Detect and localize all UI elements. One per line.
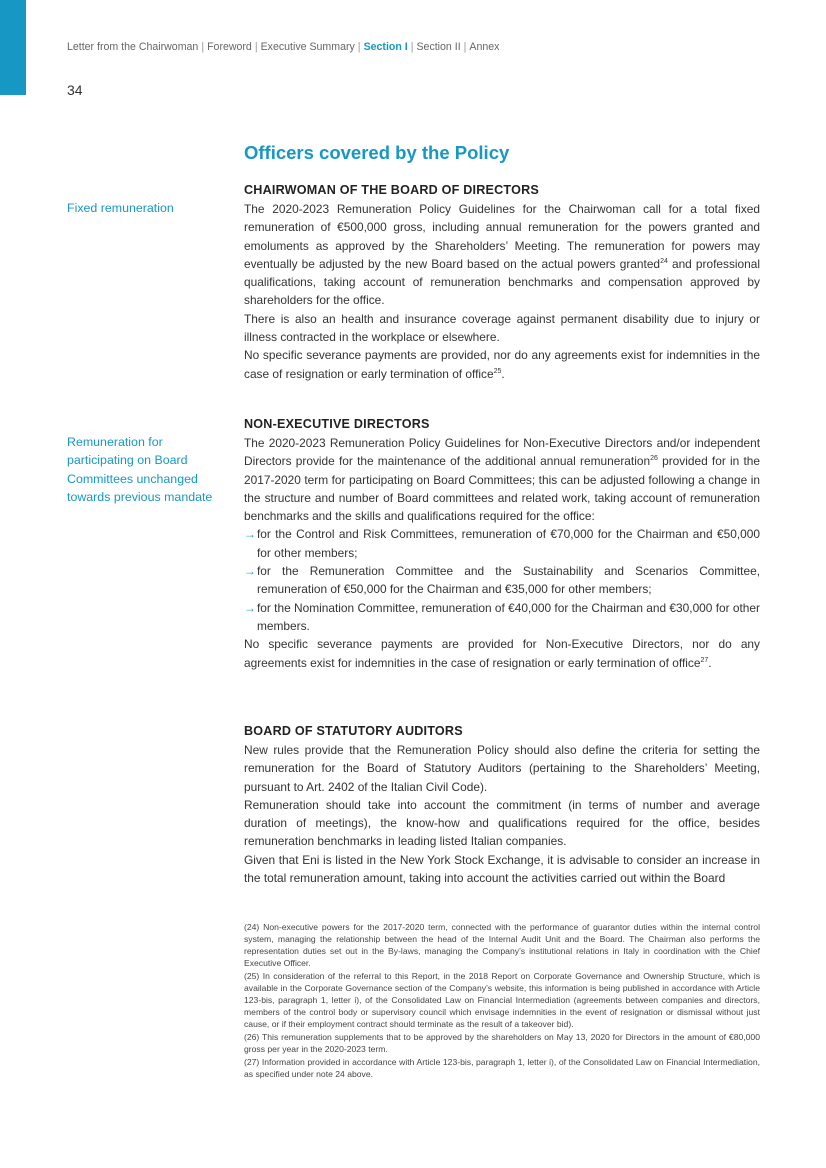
section-tab-marker bbox=[0, 0, 26, 95]
chairwoman-paragraph-2: There is also an health and insurance coverage against permanent disability due to injury or illness contracted in the workplace or elsewhere. bbox=[244, 311, 760, 345]
footnotes bbox=[244, 921, 760, 1081]
chairwoman-paragraph-1: The 2020-2023 Remuneration Policy Guidelines for the Chairwoman call for a total fixed remuneration of €500,000 gross, including annual remuneration for the powers granted and emoluments as approved by the Shareholders’ Meeting. The remuneration for powers may eventually be adjusted by the new Board based on the actual powers granted$^{24}$ and professional qualifications, taking account of remuneration benchmarks and compensation approved by shareholders for the office. bbox=[244, 202, 761, 308]
footnote-ref-24[interactable]: 24 bbox=[660, 257, 668, 265]
nav-letter[interactable]: Letter from the Chairwoman bbox=[67, 41, 199, 53]
footnote-25: (25) In consideration of the referral to this Report, in the 2018 Report on Corporate Governance and Ownership Structure, which is available in the Corporate Governance section of the Company’s website, this information is being published in accordance with Article 123-bis, paragraph 1, letter i), of the Consolidated Law on Financial Intermediation (agreements between companies and directors, members of the control body or supervisory council which envisage indemnities in the event of resignation or dismissal without just cause, or if their employment contract should terminate as the result of a takeover bid). bbox=[244, 971, 760, 1029]
list-item: → for the Control and Risk Committees, remuneration of €70,000 for the Chairman and €50,000 for other members; bbox=[244, 527, 760, 560]
statutory-auditors-paragraph-3: Given that Eni is listed in the New York Stock Exchange, it is advisable to consider an increase in the total remuneration amount, taking into account the activities carried out within the Board bbox=[244, 852, 760, 886]
statutory-auditors-section bbox=[244, 722, 760, 887]
non-executive-paragraph-1: The 2020-2023 Remuneration Policy Guidelines for Non-Executive Directors and/or independent Directors provide for the maintenance of the additional annual remuneration$^{26}$ provided for in the 2017-2020 term for participating on Board Committees; this can be adjusted following a change in the structure and number of Board committees and related work, taking account of remuneration benchmarks and the skills and qualifications required for the office: bbox=[244, 436, 760, 524]
page-number: 34 bbox=[67, 82, 83, 98]
nav-section-2[interactable]: Section II bbox=[416, 41, 461, 53]
nav-foreword[interactable]: Foreword bbox=[207, 41, 252, 53]
footnote-ref-27[interactable]: 27 bbox=[700, 656, 709, 664]
arrow-right-icon: → bbox=[244, 527, 256, 542]
footnote-24: (24) Non-executive powers for the 2017-2020 term, connected with the performance of guarantor duties within the internal control system, managing the relationship between the head of the Internal Audit Unit and the Board. The Chairman also performs the representation duties set out in the By-laws, managing the Company’s institutional relations in Italy in coordination with the Chief Executive Officer. bbox=[244, 922, 760, 968]
nav-annex[interactable]: Annex bbox=[469, 41, 500, 53]
statutory-auditors-paragraph-2: Remuneration should take into account the commitment (in terms of number and average duration of meetings), the know-how and qualifications required for the office, besides remuneration benchmarks in leading listed Italian companies. bbox=[244, 797, 760, 849]
committee-remuneration-list bbox=[244, 525, 760, 635]
footnote-ref-25[interactable]: 25 bbox=[493, 367, 502, 375]
nav-section-1[interactable]: Section I bbox=[363, 41, 408, 53]
side-label-committees: Remuneration for participating on Board Committees unchanged towards previous mandate bbox=[67, 435, 213, 504]
footnote-ref-26[interactable]: 26 bbox=[650, 455, 658, 463]
nav-separator: | bbox=[201, 41, 205, 53]
statutory-auditors-paragraph-1: New rules provide that the Remuneration Policy should also define the criteria for setting the remuneration for the Board of Statutory Auditors (pertaining to the Shareholders’ Meeting, pursuant to Art. 2402 of the Italian Civil Code). bbox=[244, 743, 760, 794]
breadcrumb bbox=[67, 41, 499, 53]
section-title: Officers covered by the Policy bbox=[244, 142, 510, 163]
chairwoman-section bbox=[244, 181, 760, 383]
arrow-right-icon: → bbox=[244, 564, 256, 579]
footnote-27: (27) Information provided in accordance with Article 123-bis, paragraph 1, letter i), of the Consolidated Law on Financial Intermediation, as specified under note 24 above. bbox=[244, 1057, 760, 1079]
non-executive-heading: NON-EXECUTIVE DIRECTORS bbox=[244, 417, 430, 431]
list-item: → for the Nomination Committee, remuneration of €40,000 for the Chairman and €30,000 for other members. bbox=[244, 600, 760, 633]
statutory-auditors-heading: BOARD OF STATUTORY AUDITORS bbox=[244, 724, 463, 738]
chairwoman-paragraph-3: No specific severance payments are provided, nor do any agreements exist for indemnities in the case of resignation or early termination of office$^{25}$. bbox=[244, 348, 760, 381]
non-executive-section bbox=[244, 415, 760, 672]
nav-separator: | bbox=[357, 41, 361, 53]
arrow-right-icon: → bbox=[244, 600, 256, 615]
nav-executive-summary[interactable]: Executive Summary bbox=[260, 41, 355, 53]
side-label-fixed-remuneration: Fixed remuneration bbox=[67, 201, 174, 215]
nav-separator: | bbox=[463, 41, 467, 53]
footnote-26: (26) This remuneration supplements that to be approved by the shareholders on May 13, 2020 for Directors in the amount of €80,000 gross per year in the 2020-2023 term. bbox=[244, 1032, 760, 1054]
list-item: → for the Remuneration Committee and the Sustainability and Scenarios Committee, remuneration of €50,000 for the Chairman and €35,000 for other members; bbox=[244, 564, 760, 597]
nav-separator: | bbox=[410, 41, 414, 53]
chairwoman-heading: CHAIRWOMAN OF THE BOARD OF DIRECTORS bbox=[244, 183, 539, 197]
nav-separator: | bbox=[254, 41, 258, 53]
non-executive-paragraph-2: No specific severance payments are provided for Non-Executive Directors, nor do any agreements exist for indemnities in the case of resignation or early termination of office$^{27}$. bbox=[244, 637, 760, 670]
